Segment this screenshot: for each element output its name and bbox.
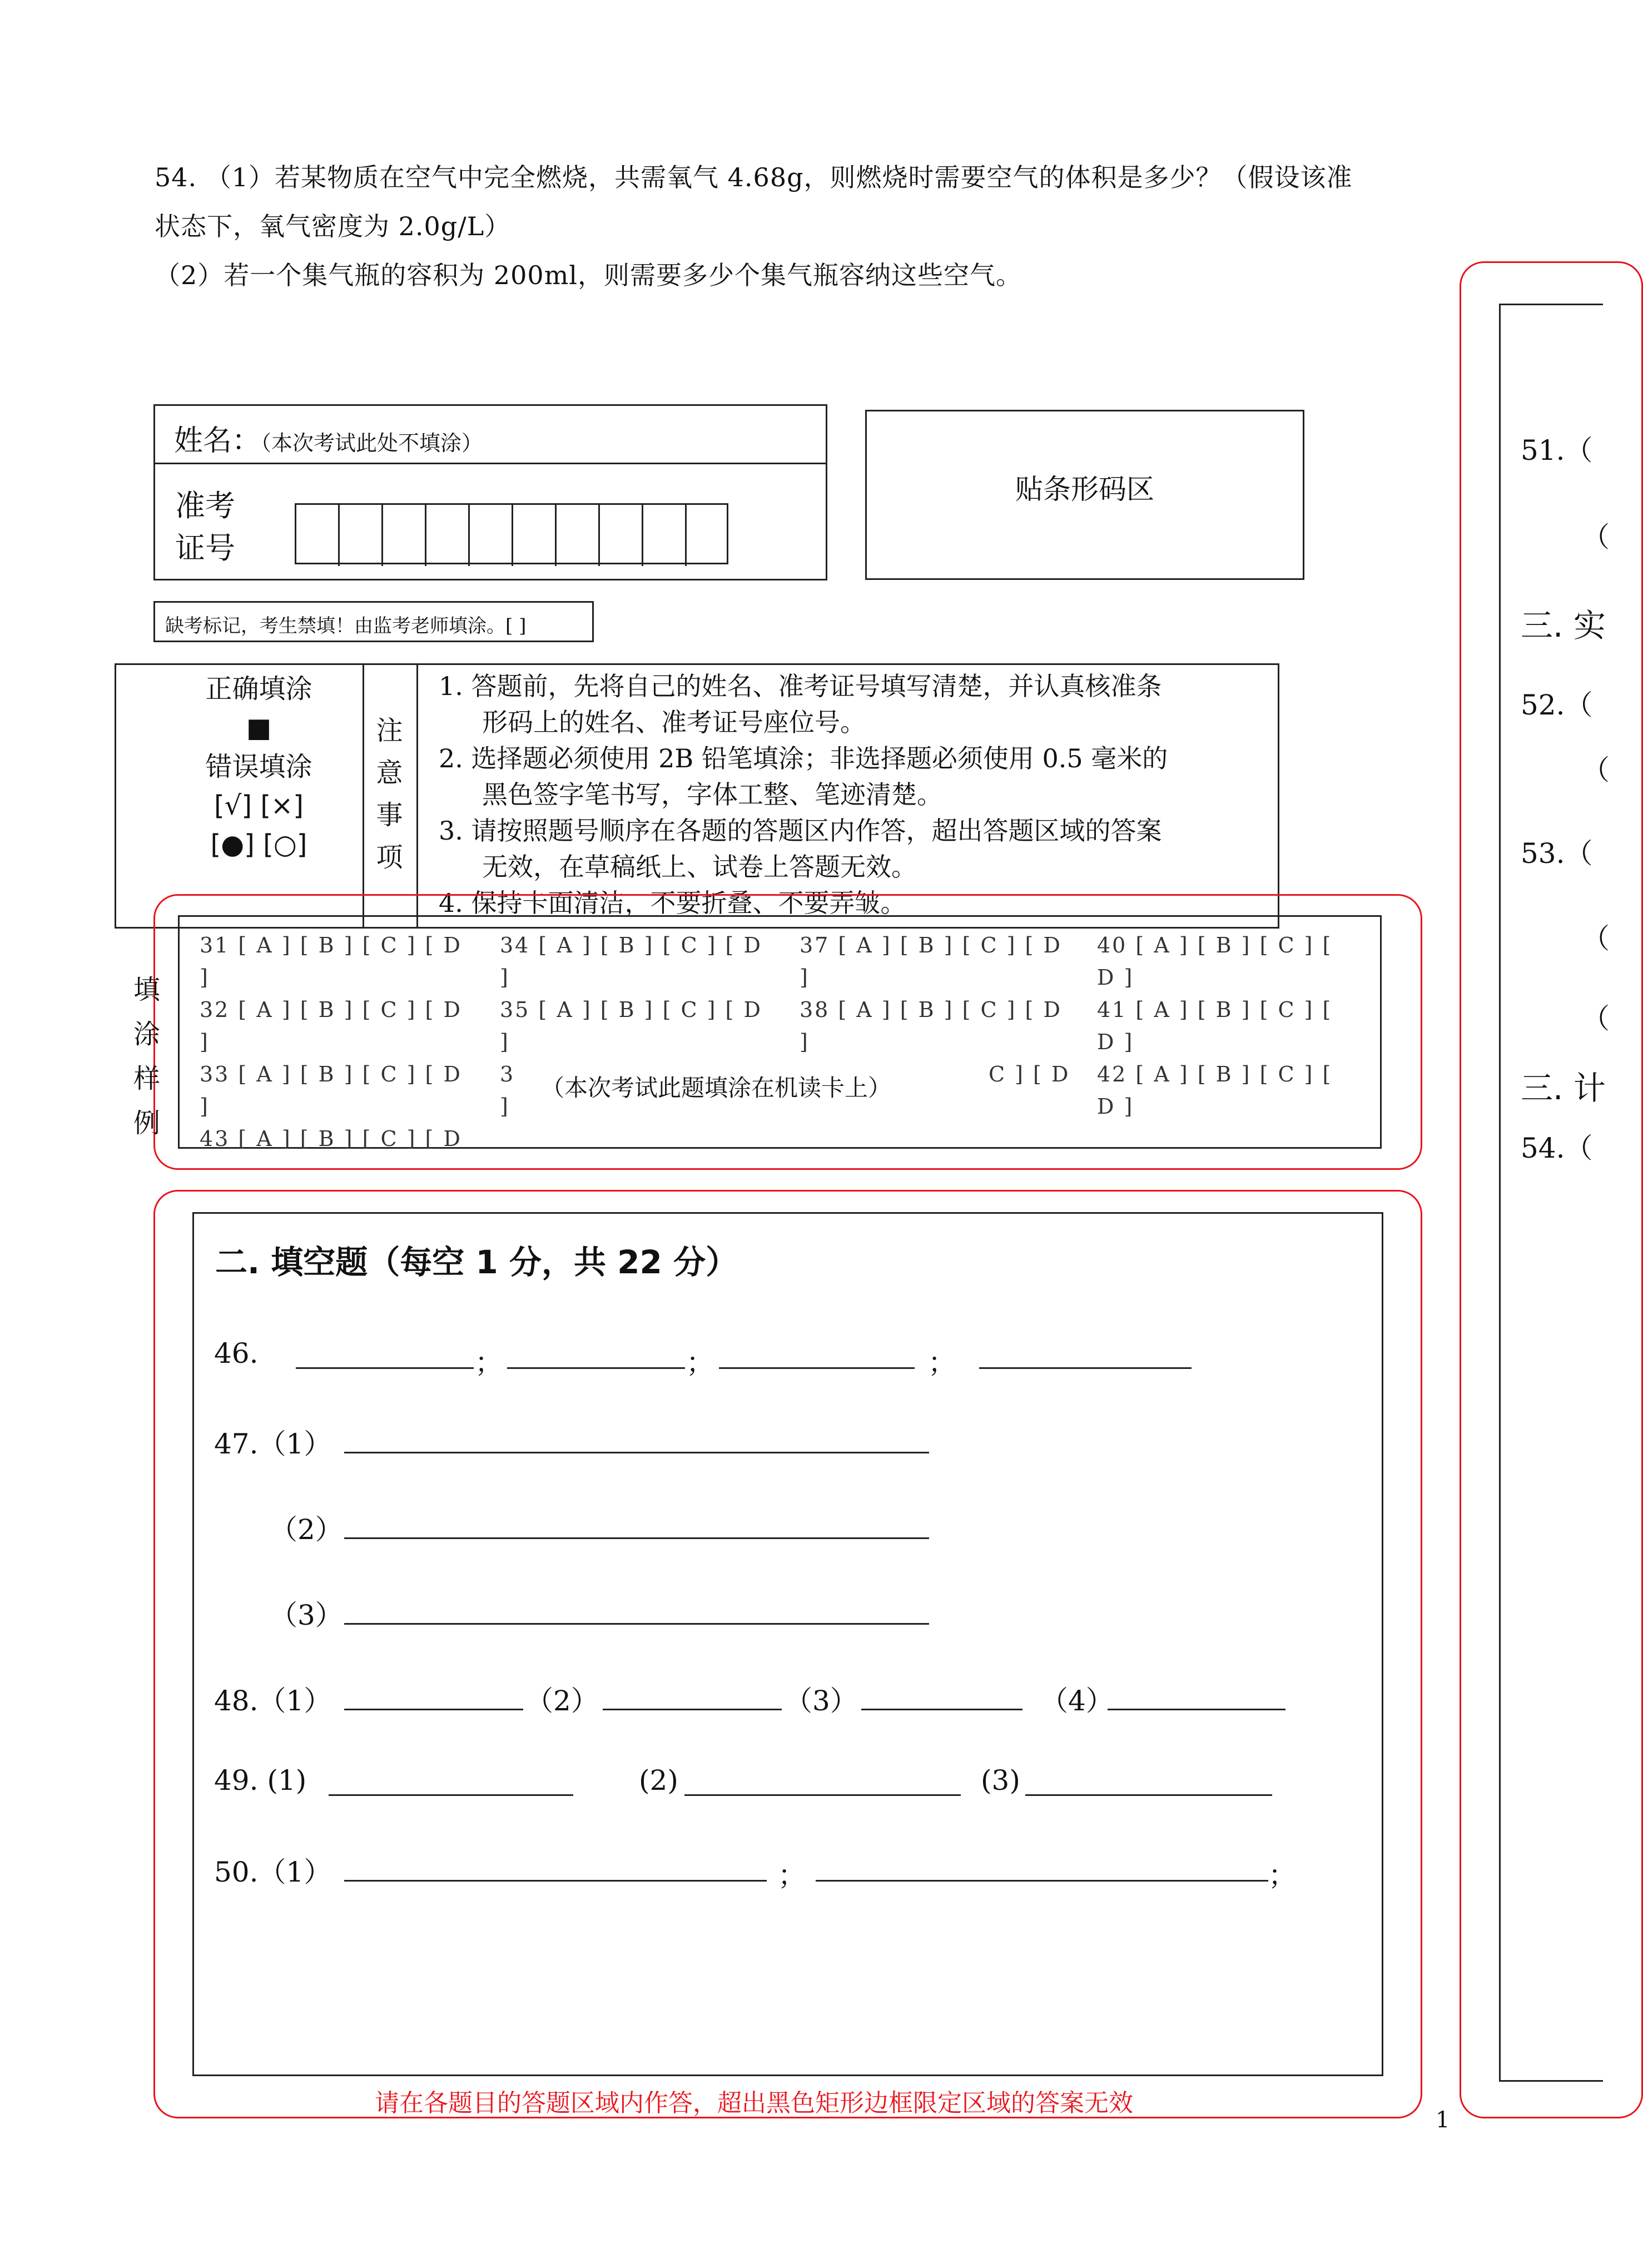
q46-blank-1[interactable] — [296, 1367, 474, 1369]
answer-area-warning: 请在各题目的答题区域内作答，超出黑色矩形边框限定区域的答案无效 — [375, 2089, 1133, 2117]
instructions-divider-2 — [416, 665, 418, 927]
exam-number-label: 准考 证号 — [175, 488, 235, 565]
correct-fill-mark: ■ — [246, 712, 272, 743]
q49-blank-3[interactable] — [1025, 1794, 1272, 1796]
mc-answer-box[interactable] — [178, 915, 1382, 1149]
name-label: 姓名：（本次考试此处不填涂） — [174, 424, 483, 458]
fill-answer-box: 二. 填空题（每空 1 分，共 22 分） 46. ； ； ； 47.（1） （2） （3） 48.（1） （2） （3） （4） 49. (1) (2) (3) 50.（1） ； ； — [192, 1212, 1383, 2076]
exam-digit-cell[interactable] — [426, 505, 470, 566]
q50-blank-2[interactable] — [816, 1880, 1268, 1882]
wrong-fill-marks-1: [√] [×] — [214, 790, 304, 821]
q48-blank-4[interactable] — [1108, 1709, 1285, 1710]
q46-label: 46. — [214, 1337, 259, 1369]
exam-digit-cell[interactable] — [340, 505, 383, 566]
q49-blank-1[interactable] — [329, 1794, 573, 1796]
q54-line1: 54. （1）若某物质在空气中完全燃烧，共需氧气 4.68g，则燃烧时需要空气的体积是多少？（假设该准 — [155, 162, 1353, 192]
absent-mark-label: 缺考标记，考生禁填！由监考老师填涂。[ ] — [165, 615, 527, 637]
q47-blank-3[interactable] — [344, 1623, 929, 1625]
q48-blank-2[interactable] — [603, 1709, 782, 1710]
q46-blank-2[interactable] — [507, 1367, 685, 1369]
exam-digit-cell[interactable] — [470, 505, 513, 566]
q46-blank-3[interactable] — [719, 1367, 915, 1369]
q48-blank-1[interactable] — [344, 1709, 523, 1710]
page-number: 1 — [1436, 2107, 1450, 2133]
q47-3-label: （3） — [270, 1599, 343, 1631]
notice-text — [439, 668, 1168, 921]
section-3-label: 三. 实 — [1521, 607, 1606, 644]
notice-line: 黑色签字笔书写，字体工整、笔迹清楚。 — [482, 780, 942, 810]
correct-fill-label: 正确填涂 — [205, 673, 312, 704]
mc-column-2[interactable]: 34 [ A ] [ B ] [ C ] [ D ] 35 [ A ] [ B ] [ C ] [ D ] 3 ] — [500, 933, 762, 1119]
exam-digit-cell[interactable] — [513, 505, 557, 566]
q50-blank-1[interactable] — [344, 1880, 767, 1882]
instructions-box — [115, 663, 1279, 929]
fill-example — [116, 669, 363, 864]
barcode-area — [865, 410, 1304, 580]
exam-digit-cell[interactable] — [383, 505, 426, 566]
mc-note: （本次考试此题填涂在机读卡上） — [535, 1070, 897, 1103]
wrong-fill-marks-2: [●] [○] — [210, 829, 307, 860]
q54-line2: 状态下，氧气密度为 2.0g/L） — [155, 211, 511, 241]
right-answer-box — [1499, 304, 1603, 2082]
barcode-label: 贴条形码区 — [1015, 473, 1154, 505]
exam-digit-cell[interactable] — [557, 505, 600, 566]
q54-right-label: 54.（ — [1521, 1132, 1593, 1164]
q49-label: 49. (1) — [214, 1764, 307, 1796]
q47-blank-2[interactable] — [344, 1537, 929, 1539]
q47-2-label: （2） — [270, 1513, 343, 1546]
notice-line: 1. 答题前，先将自己的姓名、准考证号填写清楚，并认真核准条 — [439, 671, 1162, 701]
exam-digit-cell[interactable] — [600, 505, 643, 566]
q51-label: 51.（ — [1521, 434, 1593, 466]
q47-label: 47.（1） — [214, 1428, 332, 1460]
exam-digit-cell[interactable] — [643, 505, 687, 566]
name-divider — [155, 463, 826, 464]
name-box — [153, 404, 827, 580]
mc-column-1[interactable]: 31 [ A ] [ B ] [ C ] [ D ] 32 [ A ] [ B ] [ C ] [ D ] 33 [ A ] [ B ] [ C ] [ D ] 43 [ A ] [ B ] [ C ] [ D — [200, 933, 462, 1151]
absent-mark-box[interactable] — [153, 601, 594, 642]
notice-line: 无效，在草稿纸上、试卷上答题无效。 — [482, 852, 917, 882]
q48-blank-3[interactable] — [861, 1709, 1022, 1710]
q54-line3: （2）若一个集气瓶的容积为 200ml，则需要多少个集气瓶容纳这些空气。 — [155, 260, 1022, 290]
notice-line: 形码上的姓名、准考证号座位号。 — [482, 707, 866, 737]
notice-title: 注 意 事 项 — [376, 715, 403, 873]
q47-blank-1[interactable] — [344, 1452, 929, 1453]
mc-side-label: 填 涂 样 例 — [133, 974, 161, 1139]
q48-label: 48.（1） — [214, 1685, 332, 1717]
mc-column-3[interactable]: 37 [ A ] [ B ] [ C ] [ D ] 38 [ A ] [ B ] [ C ] [ D ] C ] [ D — [800, 933, 1070, 1086]
section-3-calc-label: 三. 计 — [1521, 1069, 1606, 1107]
wrong-fill-label: 错误填涂 — [205, 751, 312, 782]
notice-line: 3. 请按照题号顺序在各题的答题区内作答，超出答题区域的答案 — [439, 816, 1162, 846]
mc-column-4[interactable]: 40 [ A ] [ B ] [ C ] [ D ] 41 [ A ] [ B ] [ C ] [ D ] 42 [ A ] [ B ] [ C ] [ D ] — [1097, 933, 1333, 1119]
exam-number-grid[interactable] — [295, 503, 728, 564]
q53-label: 53.（ — [1521, 837, 1593, 870]
q49-blank-2[interactable] — [684, 1794, 961, 1796]
exam-digit-cell[interactable] — [296, 505, 340, 566]
q52-label: 52.（ — [1521, 689, 1593, 721]
q46-blank-4[interactable] — [979, 1367, 1192, 1369]
q50-label: 50.（1） — [214, 1856, 332, 1888]
notice-line: 2. 选择题必须使用 2B 铅笔填涂；非选择题必须使用 0.5 毫米的 — [439, 743, 1168, 773]
notice-line: 4. 保持卡面清洁，不要折叠、不要弄皱。 — [439, 888, 906, 918]
fill-section-title: 二. 填空题（每空 1 分，共 22 分） — [215, 1243, 738, 1281]
